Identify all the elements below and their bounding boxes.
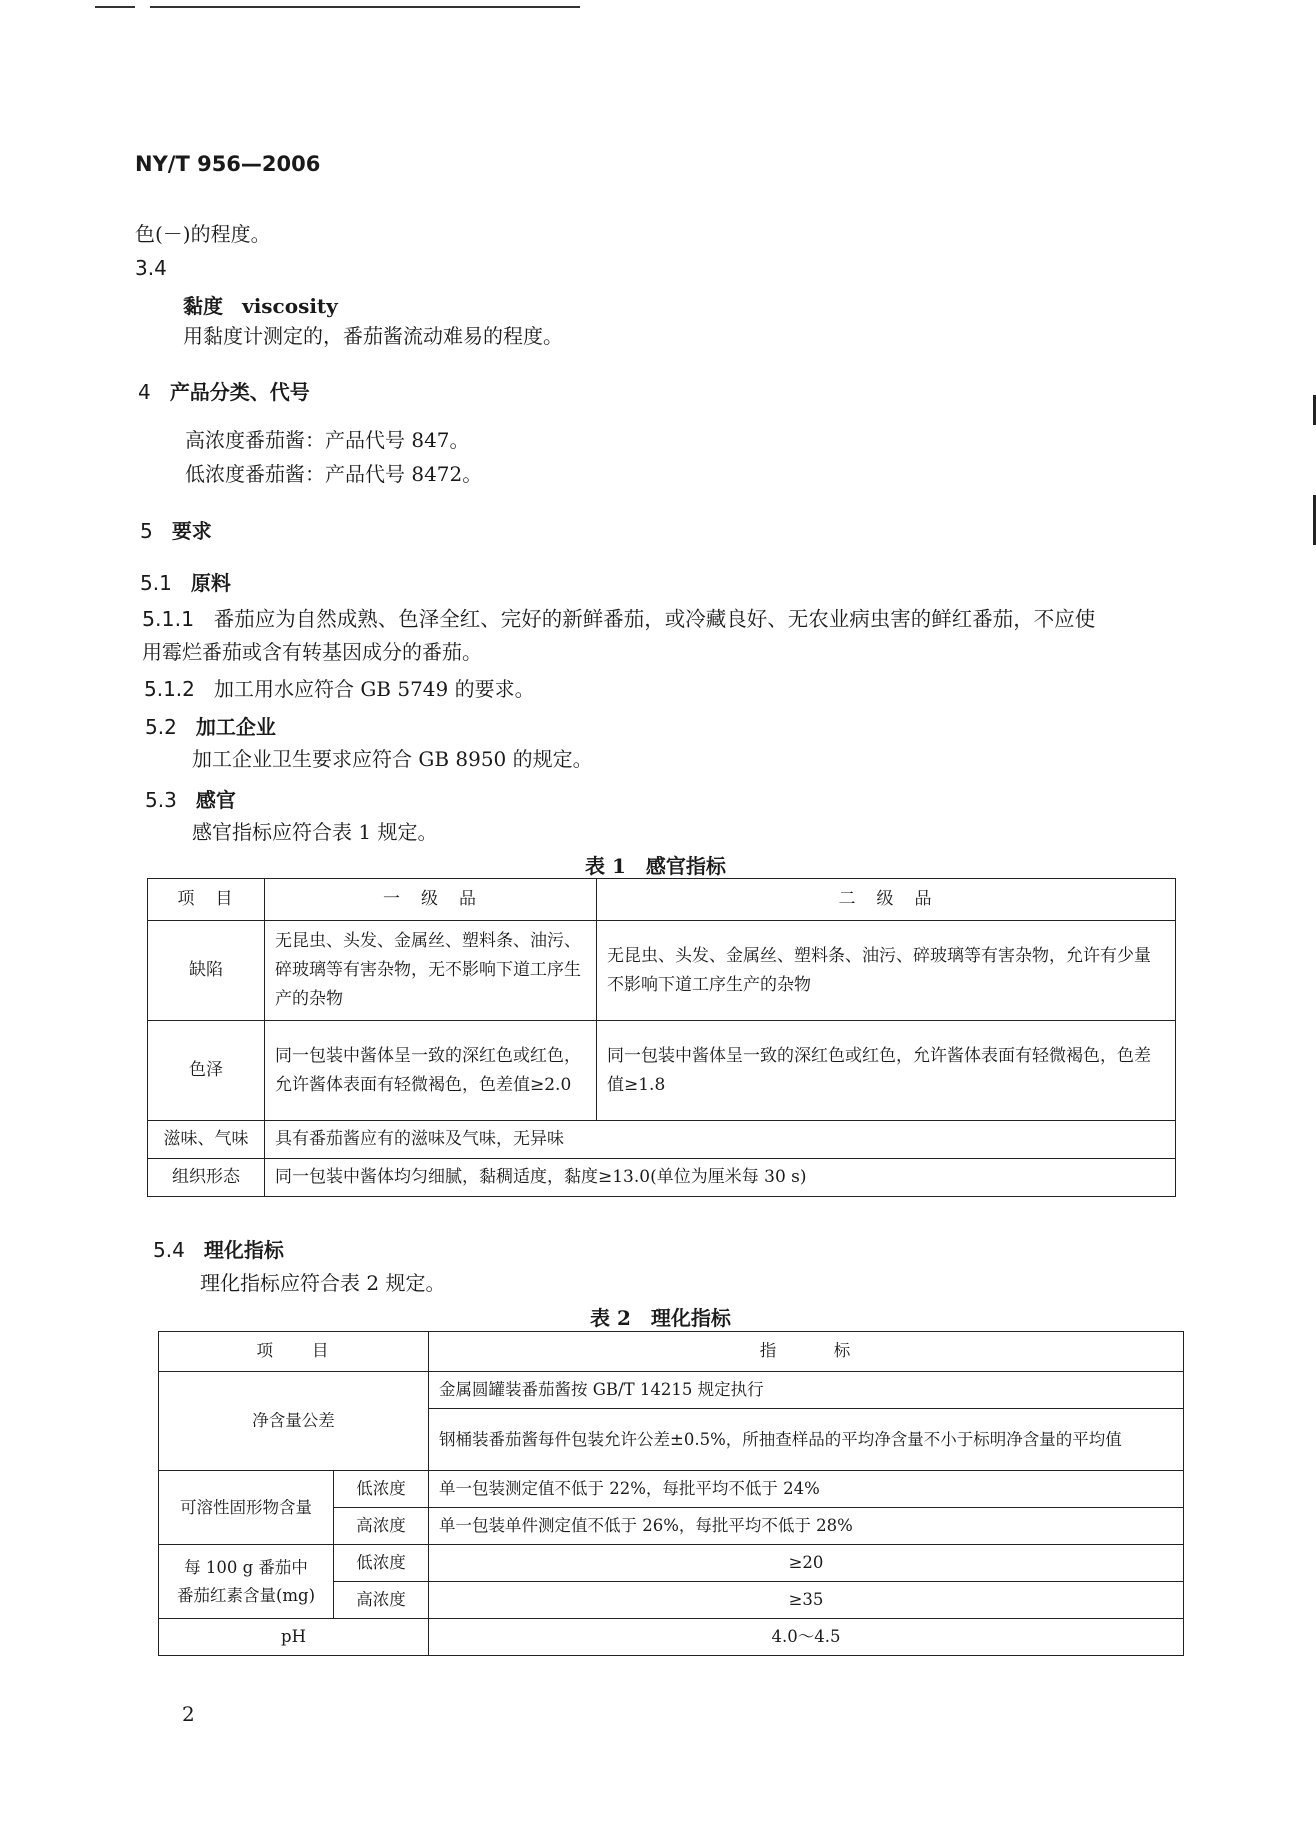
- table-cell: 金属圆罐装番茄酱按 GB/T 14215 规定执行: [429, 1372, 1184, 1409]
- table-cell-item: 可溶性固形物含量: [159, 1471, 334, 1545]
- table-row: [148, 1121, 1176, 1159]
- table-cell-item: 缺陷: [148, 921, 265, 1021]
- section-5-3-text: 感官指标应符合表 1 规定。: [192, 820, 438, 844]
- table-cell-item: 组织形态: [148, 1158, 265, 1196]
- table-cell: ≥20: [429, 1545, 1184, 1582]
- section-5-title: 要求: [171, 519, 212, 543]
- section-5-number: 5: [140, 519, 153, 543]
- table-cell: 钢桶装番茄酱每件包装允许公差±0.5%，所抽查样品的平均净含量不小于标明净含量的平均值: [429, 1409, 1184, 1471]
- table-cell: ≥35: [429, 1582, 1184, 1619]
- doc-code: NY/T 956—2006: [135, 152, 321, 176]
- table-row: [148, 1021, 1176, 1121]
- table-header-row: [159, 1332, 1184, 1372]
- table-cell: 同一包装中酱体均匀细腻，黏稠适度，黏度≥13.0(单位为厘米每 30 s): [265, 1158, 1176, 1196]
- section-5-1-2-text: 加工用水应符合 GB 5749 的要求。: [213, 677, 535, 701]
- table-cell: 同一包装中酱体呈一致的深红色或红色，允许酱体表面有轻微褐色，色差值≥2.0: [265, 1021, 597, 1121]
- scan-rule: [95, 6, 135, 8]
- section-5-3-title: 感官: [195, 788, 236, 812]
- section-5-1-1-number: 5.1.1: [142, 607, 195, 631]
- section-5-1-2-number: 5.1.2: [144, 677, 195, 701]
- table-cell-item: 色泽: [148, 1021, 265, 1121]
- section-5-2-title: 加工企业: [195, 715, 276, 739]
- page-number: 2: [182, 1702, 195, 1726]
- table-cell: 同一包装中酱体呈一致的深红色或红色，允许酱体表面有轻微褐色，色差值≥1.8: [597, 1021, 1176, 1121]
- table-row: [159, 1619, 1184, 1656]
- section-5-3-number: 5.3: [145, 788, 177, 812]
- table-1-caption: 表 1 感官指标: [585, 854, 726, 878]
- lycopene-item-line1: 每 100 g 番茄中: [184, 1557, 308, 1577]
- section-5-1-title: 原料: [190, 571, 231, 595]
- table-row: [148, 921, 1176, 1021]
- table-cell-item: 滋味、气味: [148, 1121, 265, 1159]
- section-5-1-number: 5.1: [140, 571, 172, 595]
- table-header-cell: 项 目: [148, 879, 265, 921]
- continuation-line: 色(－)的程度。: [135, 222, 271, 246]
- section-5-4-heading: [153, 1234, 284, 1263]
- section-5-1-2: [144, 673, 535, 702]
- table-header-row: [148, 879, 1176, 921]
- table-header-cell: 项 目: [159, 1332, 429, 1372]
- product-code-item: 低浓度番茄酱：产品代号 8472。: [185, 462, 483, 486]
- table-row: [159, 1471, 1184, 1508]
- section-5-1-1-line2: 用霉烂番茄或含有转基因成分的番茄。: [142, 640, 482, 664]
- section-4-heading: [138, 376, 310, 405]
- term-en: viscosity: [242, 294, 338, 318]
- section-4-title: 产品分类、代号: [169, 380, 310, 404]
- section-3-4-term: [183, 290, 338, 319]
- table-row: [159, 1545, 1184, 1582]
- table-cell: 无昆虫、头发、金属丝、塑料条、油污、碎玻璃等有害杂物，允许有少量不影响下道工序生产的杂物: [597, 921, 1176, 1021]
- table-cell: 单一包装单件测定值不低于 26%，每批平均不低于 28%: [429, 1508, 1184, 1545]
- product-code-item: 高浓度番茄酱：产品代号 847。: [185, 428, 470, 452]
- section-4-number: 4: [138, 380, 151, 404]
- table-cell-item: 净含量公差: [159, 1372, 429, 1471]
- table-header-cell: 一 级 品: [265, 879, 597, 921]
- table-cell-sublabel: 低浓度: [334, 1545, 429, 1582]
- section-5-2-heading: [145, 711, 276, 740]
- table-2: [158, 1331, 1184, 1656]
- section-5-2-text: 加工企业卫生要求应符合 GB 8950 的规定。: [192, 747, 593, 771]
- table-cell: 单一包装测定值不低于 22%，每批平均不低于 24%: [429, 1471, 1184, 1508]
- section-5-4-text: 理化指标应符合表 2 规定。: [200, 1271, 446, 1295]
- table-cell-item: pH: [159, 1619, 429, 1656]
- section-5-1-1-text: 番茄应为自然成熟、色泽全红、完好的新鲜番茄，或冷藏良好、无农业病虫害的鲜红番茄，不应使: [213, 607, 1096, 631]
- section-3-4-number: 3.4: [135, 256, 167, 280]
- table-header-cell: 二 级 品: [597, 879, 1176, 921]
- section-5-4-title: 理化指标: [203, 1238, 284, 1262]
- table-header-cell: 指 标: [429, 1332, 1184, 1372]
- table-cell-sublabel: 高浓度: [334, 1582, 429, 1619]
- table-2-caption: 表 2 理化指标: [590, 1306, 731, 1330]
- section-5-2-number: 5.2: [145, 715, 177, 739]
- section-5-1-heading: [140, 567, 231, 596]
- section-5-heading: [140, 515, 212, 544]
- table-cell-sublabel: 高浓度: [334, 1508, 429, 1545]
- section-5-4-number: 5.4: [153, 1238, 185, 1262]
- table-1: [147, 878, 1176, 1197]
- table-row: [159, 1372, 1184, 1409]
- scan-rule: [150, 6, 580, 8]
- table-cell-sublabel: 低浓度: [334, 1471, 429, 1508]
- term-zh: 黏度: [183, 294, 223, 318]
- table-cell: 具有番茄酱应有的滋味及气味，无异味: [265, 1121, 1176, 1159]
- table-cell-item: [159, 1545, 334, 1619]
- table-cell: 无昆虫、头发、金属丝、塑料条、油污、碎玻璃等有害杂物，无不影响下道工序生产的杂物: [265, 921, 597, 1021]
- table-row: [148, 1158, 1176, 1196]
- section-5-1-1-line1: [142, 602, 1095, 632]
- section-3-4-definition: 用黏度计测定的，番茄酱流动难易的程度。: [183, 324, 563, 348]
- lycopene-item-line2: 番茄红素含量(mg): [176, 1585, 316, 1605]
- table-cell: 4.0～4.5: [429, 1619, 1184, 1656]
- section-5-3-heading: [145, 784, 236, 813]
